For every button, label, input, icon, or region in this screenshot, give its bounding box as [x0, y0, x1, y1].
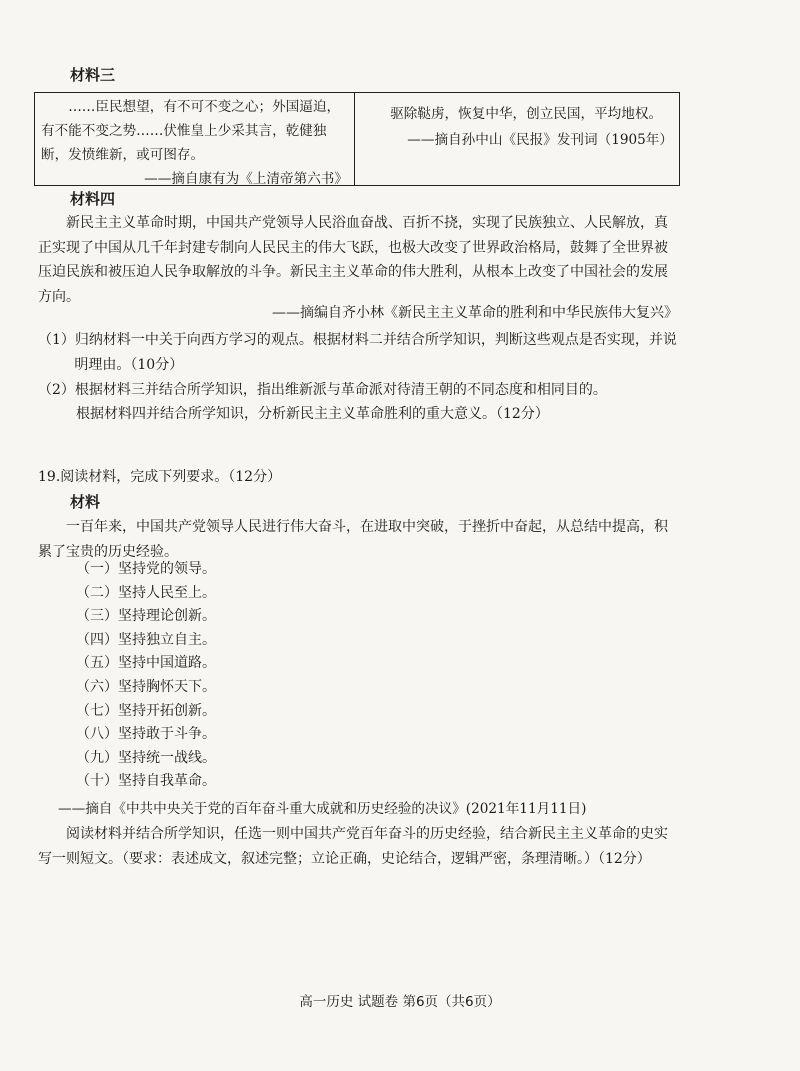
- question-18-2-line2: 根据材料四并结合所学知识，分析新民主主义革命胜利的重大意义。（12分）: [76, 406, 549, 422]
- question-18-1: （1）归纳材料一中关于向西方学习的观点。根据材料二并结合所学知识，判断这些观点是否实现，并说明理由。（10分）: [38, 332, 677, 373]
- question-18-2-line1: （2）根据材料三并结合所学知识，指出维新派与革命派对待清王朝的不同态度和相同目的。: [38, 382, 607, 398]
- list-item: （八）坚持敢于斗争。: [76, 726, 216, 743]
- kang-source: ——摘自康有为《上清帝第六书》: [144, 171, 348, 187]
- material4-text: 新民主主义革命时期，中国共产党领导人民浴血奋战、百折不挠，实现了民族独立、人民解放，真正实现了中国从几千年封建专制向人民民主的伟大飞跃，也极大改变了世界政治格局，鼓舞了全世界被压迫民族和被压迫人民争取解放的斗争。新民主主义革命的伟大胜利，从根本上改变了中国社会的发展方向。: [38, 215, 668, 305]
- material3-table: [34, 92, 680, 186]
- list-item: （九）坚持统一战线。: [76, 749, 216, 766]
- q19-task: 阅读材料并结合所学知识，任选一则中国共产党百年奋斗的历史经验，结合新民主主义革命的史实写一则短文。（要求：表述成文，叙述完整；立论正确，史论结合，逻辑严密，条理清晰。）（12分）: [38, 826, 668, 867]
- material4-heading: 材料四: [70, 190, 116, 208]
- sun-quote: 驱除鞑虏，恢复中华，创立民国，平均地权。: [390, 106, 663, 122]
- list-item: （二）坚持人民至上。: [76, 584, 216, 601]
- list-item: （四）坚持独立自主。: [76, 631, 216, 648]
- q19-source: ——摘自《中共中央关于党的百年奋斗重大成就和历史经验的决议》(2021年11月11日): [58, 801, 587, 817]
- sun-source: ——摘自孙中山《民报》发刊词（1905年）: [407, 132, 673, 148]
- material3-heading: 材料三: [70, 66, 116, 84]
- list-item: （三）坚持理论创新。: [76, 608, 216, 625]
- material3-right-cell: [355, 93, 679, 185]
- experience-list: [76, 558, 216, 794]
- material4-source: ——摘编自齐小林《新民主主义革命的胜利和中华民族伟大复兴》: [272, 305, 678, 321]
- kang-quote: ……臣民想望，有不可不变之心；外国逼迫，有不能不变之势……伏惟皇上少采其言，乾健独断，发愤维新，或可图存。: [41, 99, 341, 163]
- page-footer: 高一历史 试题卷 第6页（共6页）: [299, 994, 501, 1010]
- list-item: （一）坚持党的领导。: [76, 561, 216, 577]
- q19-intro: 一百年来，中国共产党领导人民进行伟大奋斗，在进取中突破，于挫折中奋起，从总结中提高，积累了宝贵的历史经验。: [38, 519, 668, 560]
- list-item: （五）坚持中国道路。: [76, 655, 216, 672]
- list-item: （六）坚持胸怀天下。: [76, 678, 216, 695]
- list-item: （七）坚持开拓创新。: [76, 702, 216, 719]
- material3-left-cell: [35, 93, 355, 185]
- question-19-title: 19.阅读材料，完成下列要求。（12分）: [38, 469, 282, 485]
- list-item: （十）坚持自我革命。: [76, 773, 216, 790]
- q19-material-heading: 材料: [70, 493, 101, 511]
